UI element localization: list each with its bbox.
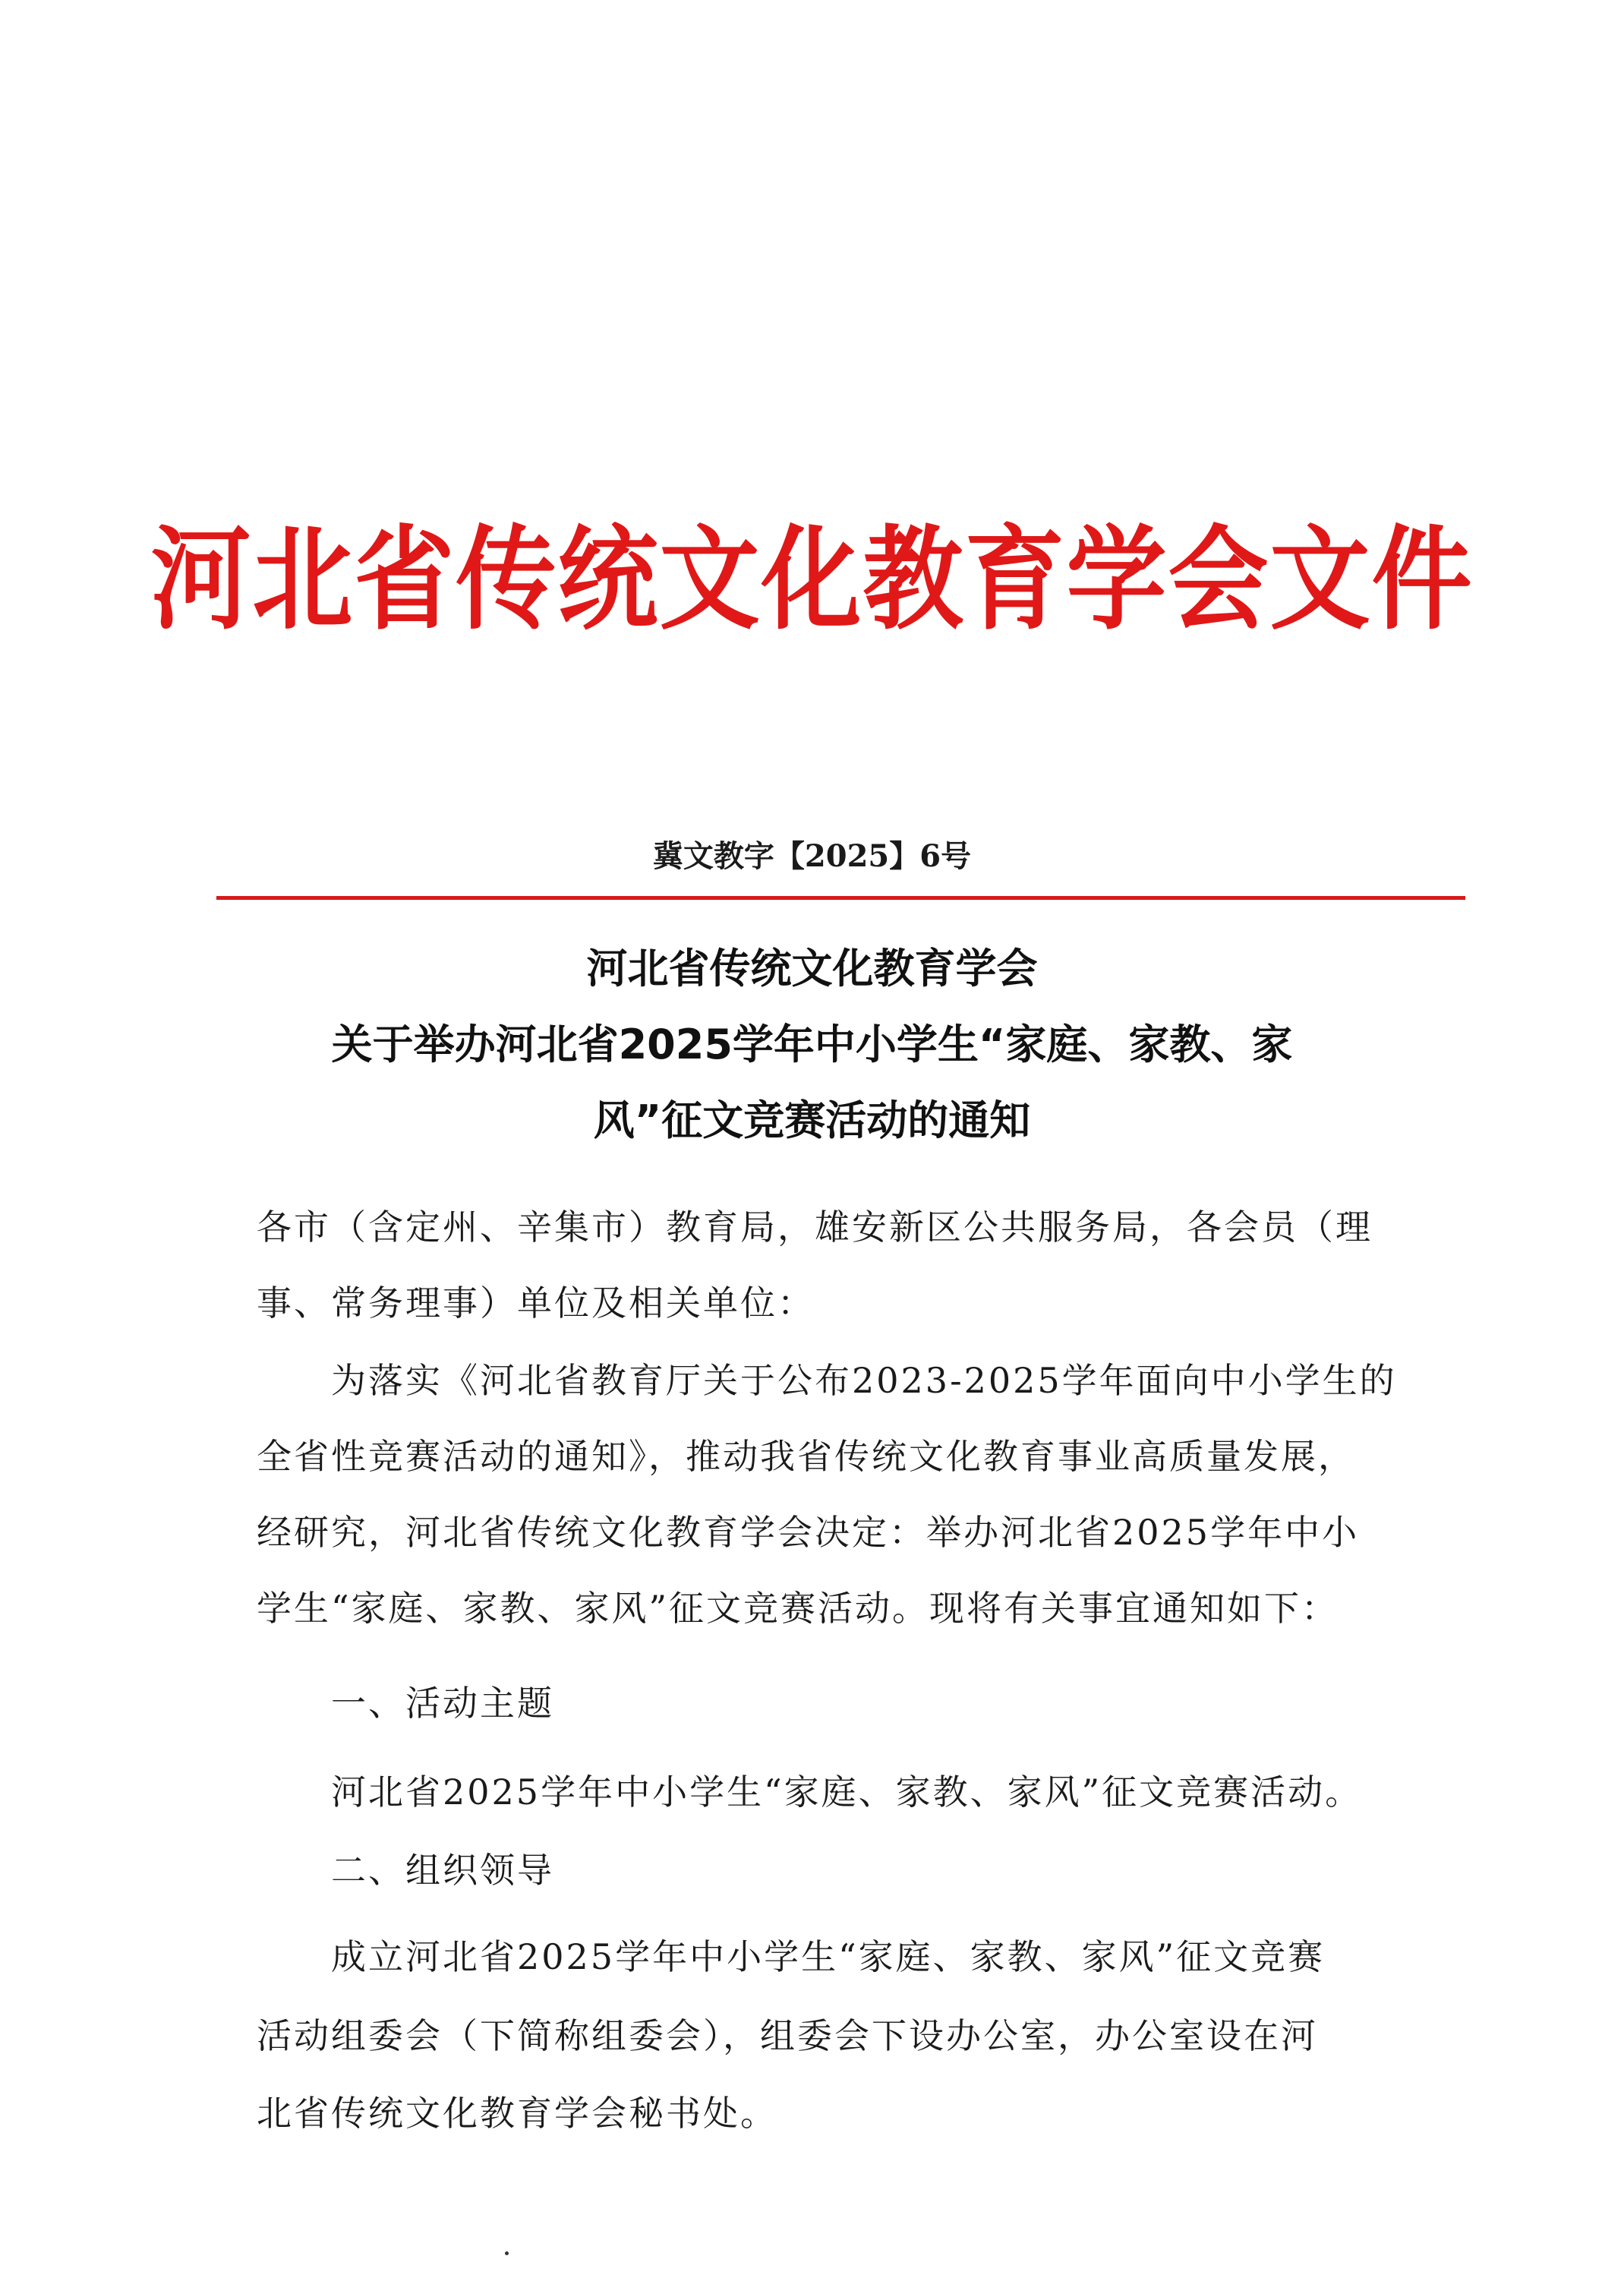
red-divider-line bbox=[216, 896, 1465, 900]
body-line-paragraph-1: 为落实《河北省教育厅关于公布2023-2025学年面向中小学生的 bbox=[331, 1360, 1397, 1401]
body-line-leadership-3: 北省传统文化教育学会秘书处。 bbox=[257, 2093, 777, 2134]
body-line-theme: 河北省2025学年中小学生“家庭、家教、家风”征文竞赛活动。 bbox=[331, 1772, 1363, 1813]
masthead-title: 河北省传统文化教育学会文件 bbox=[150, 513, 1474, 646]
body-line-addressee-2: 事、常务理事）单位及相关单位： bbox=[257, 1283, 815, 1324]
document-number: 冀文教字【2025】6号 bbox=[652, 838, 972, 874]
body-line-leadership-2: 活动组委会（下简称组委会），组委会下设办公室，办公室设在河 bbox=[257, 2015, 1318, 2056]
body-line-paragraph-3: 经研究，河北省传统文化教育学会决定：举办河北省2025学年中小 bbox=[257, 1512, 1360, 1553]
body-line-leadership-1: 成立河北省2025学年中小学生“家庭、家教、家风”征文竞赛 bbox=[331, 1936, 1326, 1977]
scan-speck bbox=[505, 2251, 509, 2255]
body-line-paragraph-2: 全省性竞赛活动的通知》，推动我省传统文化教育事业高质量发展， bbox=[257, 1436, 1355, 1477]
body-line-addressee-1: 各市（含定州、辛集市）教育局，雄安新区公共服务局，各会员（理 bbox=[257, 1207, 1373, 1248]
notice-title-line-1: 河北省传统文化教育学会 bbox=[586, 945, 1038, 992]
section-heading-theme: 一、活动主题 bbox=[331, 1683, 554, 1724]
section-heading-leadership: 二、组织领导 bbox=[331, 1850, 554, 1891]
notice-title-line-2: 关于举办河北省2025学年中小学生“家庭、家教、家 bbox=[331, 1021, 1293, 1068]
notice-title-line-3: 风”征文竞赛活动的通知 bbox=[593, 1096, 1031, 1144]
body-line-paragraph-4: 学生“家庭、家教、家风”征文竞赛活动。现将有关事宜通知如下： bbox=[257, 1588, 1339, 1629]
